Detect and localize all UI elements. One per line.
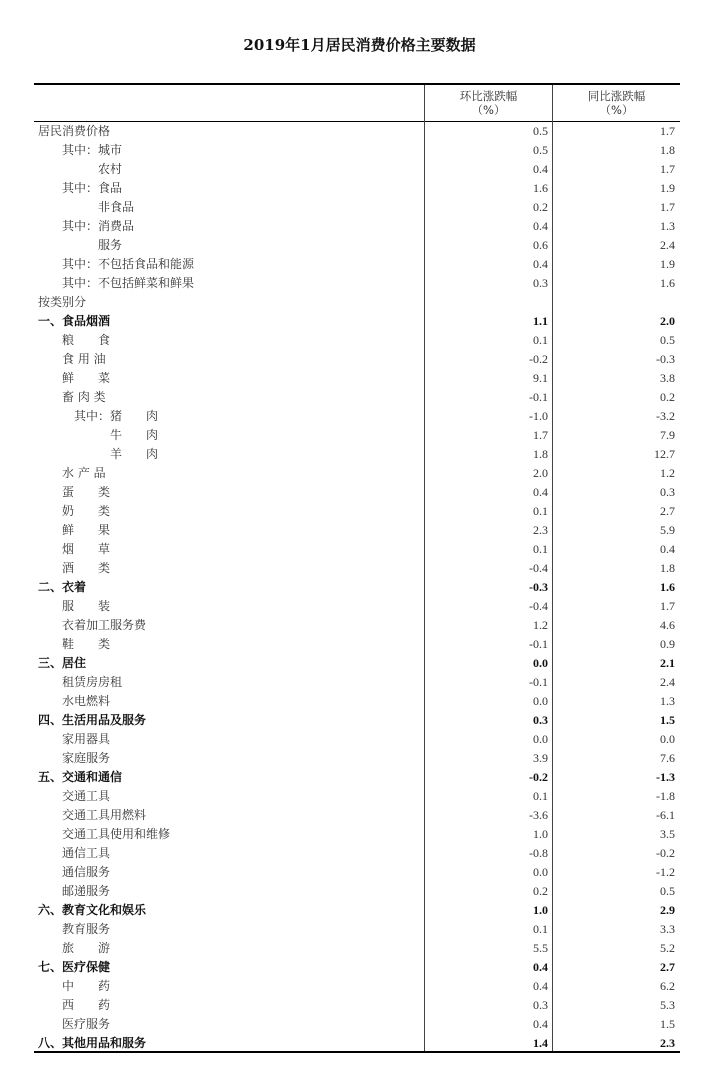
row-label: 七、医疗保健 — [38, 960, 111, 974]
table-row — [0, 1015, 719, 1034]
yoy-value: 5.9 — [660, 523, 675, 537]
yoy-value: 1.3 — [660, 219, 675, 233]
header-mom — [425, 89, 552, 117]
mom-value: 0.3 — [533, 713, 548, 727]
yoy-value: 3.3 — [660, 922, 675, 936]
yoy-value: 1.7 — [660, 599, 675, 613]
table-row — [0, 939, 719, 958]
mom-value: 5.5 — [533, 941, 548, 955]
row-label: 酒 类 — [62, 561, 111, 575]
header-yoy-unit: （%） — [599, 103, 634, 117]
mom-value: 0.5 — [533, 143, 548, 157]
table-row — [0, 787, 719, 806]
mom-value: 0.0 — [533, 732, 548, 746]
row-label: 居民消费价格 — [38, 124, 111, 138]
yoy-value: 1.6 — [660, 580, 675, 594]
mom-value: 9.1 — [533, 371, 548, 385]
mom-value: 1.6 — [533, 181, 548, 195]
row-label: 衣着加工服务费 — [62, 618, 147, 632]
header-mom-unit: （%） — [471, 103, 506, 117]
table-row — [0, 521, 719, 540]
yoy-value: 0.4 — [660, 542, 675, 556]
page-title: 2019年1月居民消费价格主要数据 — [243, 36, 476, 54]
mom-value: -1.0 — [529, 409, 548, 423]
table-row — [0, 768, 719, 787]
yoy-value: 1.5 — [660, 1017, 675, 1031]
row-label: 农村 — [98, 162, 123, 176]
mom-value: 0.4 — [533, 1017, 548, 1031]
row-label: 其中：不包括食品和能源 — [62, 257, 195, 271]
yoy-value: 0.5 — [660, 333, 675, 347]
row-label: 畜 肉 类 — [62, 390, 106, 404]
header-mom-label: 环比涨跌幅 — [459, 89, 518, 103]
mom-value: 0.1 — [533, 789, 548, 803]
mom-value: 2.3 — [533, 523, 548, 537]
yoy-value: -6.1 — [656, 808, 675, 822]
mom-value: 0.4 — [533, 257, 548, 271]
table-row — [0, 217, 719, 236]
yoy-value: 6.2 — [660, 979, 675, 993]
row-label: 鲜 菜 — [62, 371, 111, 385]
mom-value: -0.1 — [529, 675, 548, 689]
yoy-value: 1.3 — [660, 694, 675, 708]
mom-value: -3.6 — [529, 808, 548, 822]
table-row — [0, 236, 719, 255]
yoy-value: 1.5 — [660, 713, 675, 727]
row-label: 其中：不包括鲜菜和鲜果 — [62, 276, 195, 290]
mom-value: 0.4 — [533, 162, 548, 176]
yoy-value: 1.8 — [660, 143, 675, 157]
row-label: 二、衣着 — [38, 580, 87, 594]
header-yoy-label: 同比涨跌幅 — [587, 89, 646, 103]
table-row — [0, 730, 719, 749]
row-label: 水电燃料 — [62, 694, 111, 708]
yoy-value: 1.9 — [660, 181, 675, 195]
mom-value: 3.9 — [533, 751, 548, 765]
row-label: 通信服务 — [62, 865, 111, 879]
table-row — [0, 483, 719, 502]
mom-value: -0.2 — [529, 352, 548, 366]
table-row — [0, 806, 719, 825]
yoy-value: 1.9 — [660, 257, 675, 271]
table-row — [0, 274, 719, 293]
mom-value: 0.6 — [533, 238, 548, 252]
mom-value: 0.2 — [533, 200, 548, 214]
row-label: 服务 — [98, 238, 123, 252]
yoy-value: 7.6 — [660, 751, 675, 765]
table-row — [0, 540, 719, 559]
mom-value: 0.0 — [533, 656, 548, 670]
table-top-rule — [34, 83, 680, 85]
table-row — [0, 312, 719, 331]
row-label: 西 药 — [62, 998, 111, 1012]
row-label: 羊 肉 — [110, 447, 159, 461]
yoy-value: 4.6 — [660, 618, 675, 632]
mom-value: 0.1 — [533, 922, 548, 936]
table-row — [0, 673, 719, 692]
header-yoy — [553, 89, 680, 117]
mom-value: 0.2 — [533, 884, 548, 898]
mom-value: 0.1 — [533, 333, 548, 347]
row-label: 服 装 — [62, 599, 111, 613]
mom-value: 0.4 — [533, 979, 548, 993]
table-row — [0, 920, 719, 939]
yoy-value: 0.2 — [660, 390, 675, 404]
table-row — [0, 882, 719, 901]
mom-value: 0.1 — [533, 542, 548, 556]
yoy-value: 12.7 — [654, 447, 675, 461]
yoy-value: 1.7 — [660, 162, 675, 176]
yoy-value: 1.6 — [660, 276, 675, 290]
yoy-value: 2.4 — [660, 675, 675, 689]
table-row — [0, 863, 719, 882]
yoy-value: -0.2 — [656, 846, 675, 860]
table-row — [0, 388, 719, 407]
mom-value: 0.4 — [533, 960, 548, 974]
table-row — [0, 901, 719, 920]
row-label: 非食品 — [98, 200, 135, 214]
mom-value: 0.3 — [533, 998, 548, 1012]
mom-value: 2.0 — [533, 466, 548, 480]
mom-value: -0.8 — [529, 846, 548, 860]
row-label: 其中：猪 肉 — [74, 409, 159, 423]
row-label: 八、其他用品和服务 — [38, 1036, 147, 1050]
mom-value: 0.5 — [533, 124, 548, 138]
mom-value: -0.2 — [529, 770, 548, 784]
yoy-value: -0.3 — [656, 352, 675, 366]
mom-value: -0.1 — [529, 390, 548, 404]
table-row — [0, 331, 719, 350]
row-label: 医疗服务 — [62, 1017, 111, 1031]
row-label: 其中：城市 — [62, 143, 123, 157]
table-row — [0, 996, 719, 1015]
yoy-value: 5.3 — [660, 998, 675, 1012]
mom-value: -0.4 — [529, 561, 548, 575]
table-row — [0, 255, 719, 274]
mom-value: 0.0 — [533, 865, 548, 879]
yoy-value: 0.5 — [660, 884, 675, 898]
row-label: 其中：食品 — [62, 181, 123, 195]
row-label: 五、交通和通信 — [38, 770, 123, 784]
table-row — [0, 578, 719, 597]
table-row — [0, 825, 719, 844]
mom-value: 1.0 — [533, 903, 548, 917]
yoy-value: -1.2 — [656, 865, 675, 879]
mom-value: -0.1 — [529, 637, 548, 651]
mom-value: 0.4 — [533, 485, 548, 499]
table-row — [0, 179, 719, 198]
table-row — [0, 616, 719, 635]
row-label: 其中：消费品 — [62, 219, 135, 233]
yoy-value: 1.7 — [660, 124, 675, 138]
table-row — [0, 749, 719, 768]
mom-value: 0.4 — [533, 219, 548, 233]
table-row — [0, 635, 719, 654]
table-row — [0, 445, 719, 464]
row-label: 交通工具 — [62, 789, 111, 803]
table-row — [0, 160, 719, 179]
row-label: 水 产 品 — [62, 466, 106, 480]
table-row — [0, 293, 719, 312]
yoy-value: 0.0 — [660, 732, 675, 746]
row-label: 租赁房房租 — [62, 675, 123, 689]
yoy-value: 0.3 — [660, 485, 675, 499]
row-label: 邮递服务 — [62, 884, 111, 898]
yoy-value: -1.3 — [656, 770, 675, 784]
row-label: 烟 草 — [62, 542, 111, 556]
table-row — [0, 1034, 719, 1053]
yoy-value: 2.9 — [660, 903, 675, 917]
row-label: 通信工具 — [62, 846, 111, 860]
table-row — [0, 502, 719, 521]
mom-value: 1.0 — [533, 827, 548, 841]
row-label: 三、居住 — [38, 656, 87, 670]
yoy-value: -1.8 — [656, 789, 675, 803]
yoy-value: 2.4 — [660, 238, 675, 252]
mom-value: 1.4 — [533, 1036, 548, 1050]
row-label: 按类别分 — [38, 295, 87, 309]
table-row — [0, 426, 719, 445]
table-row — [0, 977, 719, 996]
yoy-value: -3.2 — [656, 409, 675, 423]
table-row — [0, 350, 719, 369]
yoy-value: 3.8 — [660, 371, 675, 385]
row-label: 交通工具使用和维修 — [62, 827, 171, 841]
yoy-value: 7.9 — [660, 428, 675, 442]
mom-value: 0.3 — [533, 276, 548, 290]
yoy-value: 2.3 — [660, 1036, 675, 1050]
mom-value: 0.1 — [533, 504, 548, 518]
row-label: 旅 游 — [62, 941, 111, 955]
table-row — [0, 958, 719, 977]
row-label: 六、教育文化和娱乐 — [38, 903, 147, 917]
row-label: 家庭服务 — [62, 751, 111, 765]
table-row — [0, 597, 719, 616]
row-label: 牛 肉 — [110, 428, 159, 442]
row-label: 粮 食 — [62, 333, 111, 347]
table-row — [0, 654, 719, 673]
row-label: 鲜 果 — [62, 523, 111, 537]
yoy-value: 1.7 — [660, 200, 675, 214]
row-label: 一、食品烟酒 — [38, 314, 111, 328]
row-label: 蛋 类 — [62, 485, 111, 499]
table-row — [0, 369, 719, 388]
row-label: 鞋 类 — [62, 637, 111, 651]
table-row — [0, 559, 719, 578]
yoy-value: 2.7 — [660, 960, 675, 974]
table-row — [0, 844, 719, 863]
row-label: 教育服务 — [62, 922, 111, 936]
yoy-value: 2.1 — [660, 656, 675, 670]
table-row — [0, 464, 719, 483]
row-label: 奶 类 — [62, 504, 111, 518]
table-row — [0, 692, 719, 711]
yoy-value: 2.7 — [660, 504, 675, 518]
yoy-value: 5.2 — [660, 941, 675, 955]
row-label: 四、生活用品及服务 — [38, 713, 147, 727]
row-label: 家用器具 — [62, 732, 111, 746]
table-row — [0, 122, 719, 141]
yoy-value: 2.0 — [660, 314, 675, 328]
table-row — [0, 198, 719, 217]
yoy-value: 1.2 — [660, 466, 675, 480]
row-label: 食 用 油 — [62, 352, 106, 366]
row-label: 交通工具用燃料 — [62, 808, 147, 822]
table-row — [0, 141, 719, 160]
yoy-value: 0.9 — [660, 637, 675, 651]
mom-value: 1.8 — [533, 447, 548, 461]
mom-value: 0.0 — [533, 694, 548, 708]
table-row — [0, 711, 719, 730]
mom-value: 1.2 — [533, 618, 548, 632]
table-row — [0, 407, 719, 426]
yoy-value: 1.8 — [660, 561, 675, 575]
mom-value: -0.4 — [529, 599, 548, 613]
row-label: 中 药 — [62, 979, 111, 993]
mom-value: 1.1 — [533, 314, 548, 328]
yoy-value: 3.5 — [660, 827, 675, 841]
mom-value: -0.3 — [529, 580, 548, 594]
mom-value: 1.7 — [533, 428, 548, 442]
